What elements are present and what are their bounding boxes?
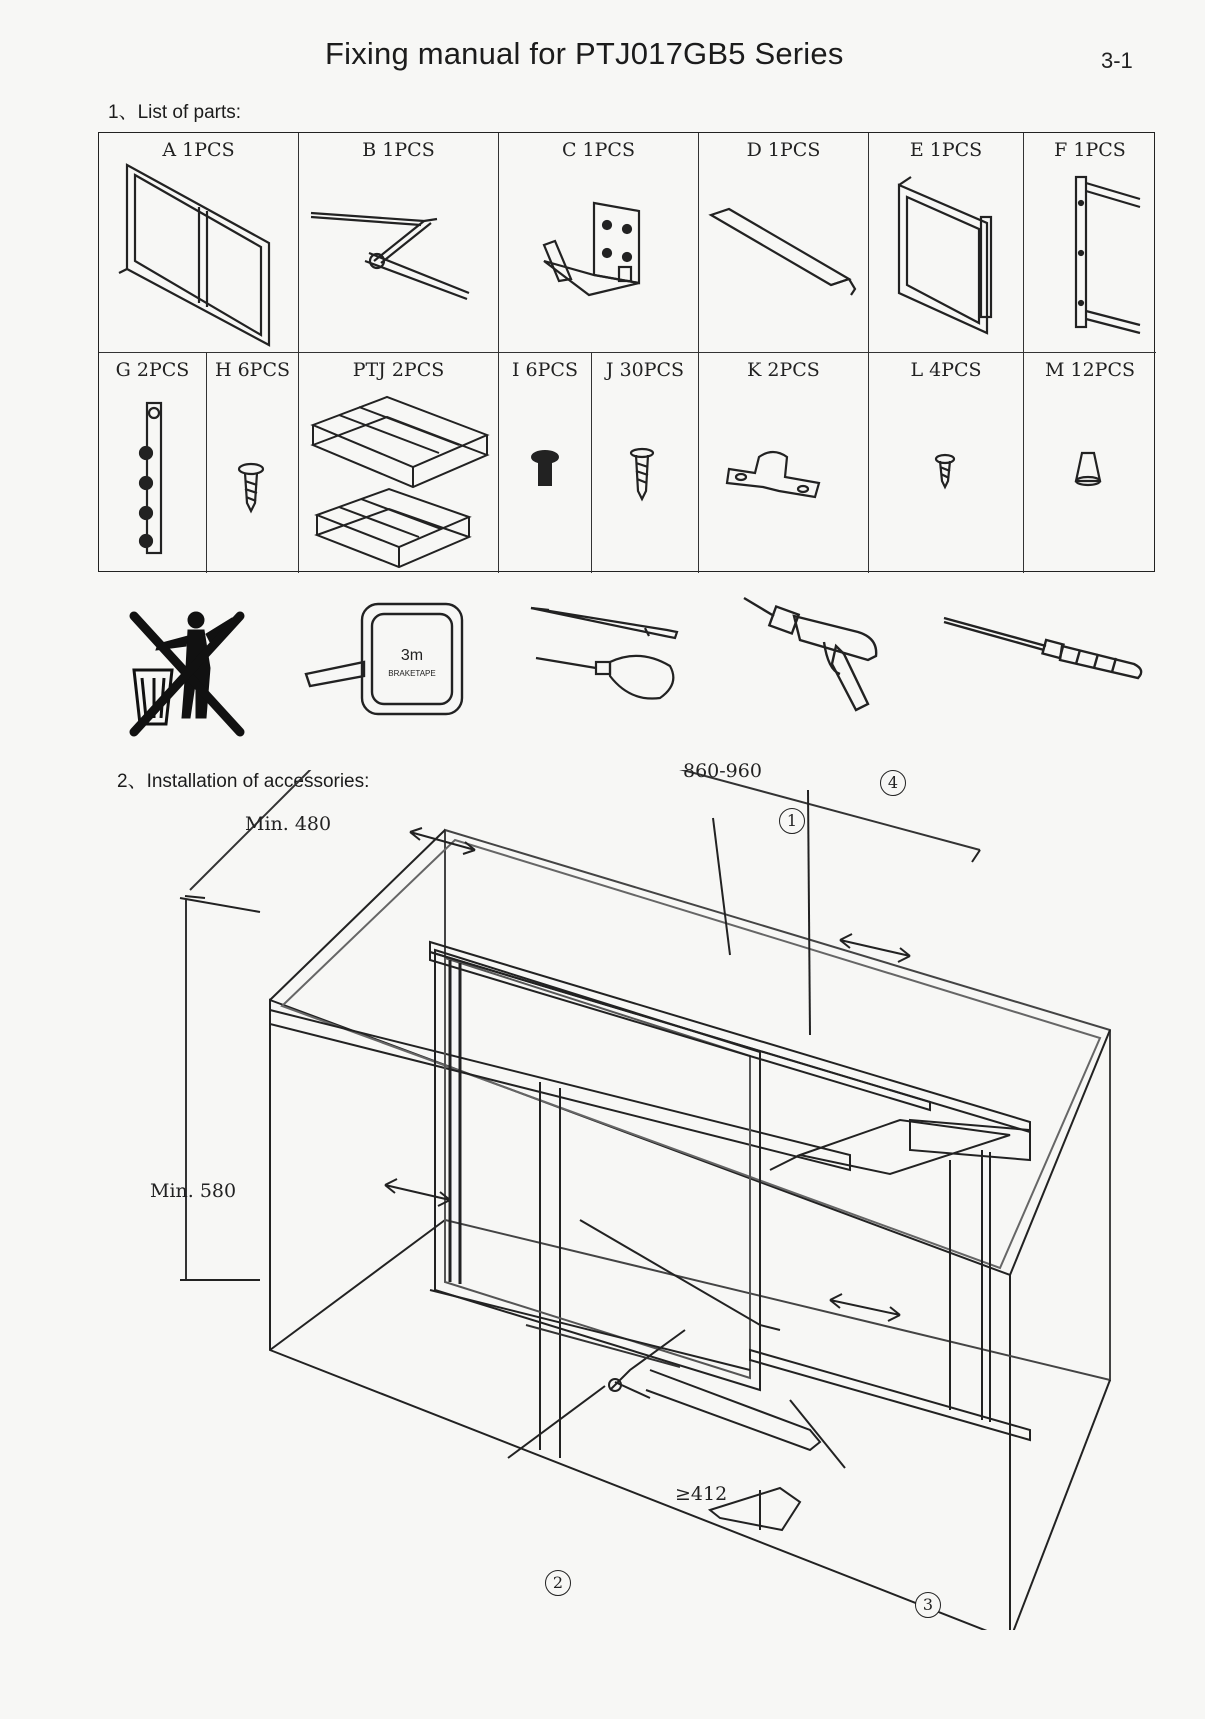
hinge-strip-icon xyxy=(99,353,207,573)
wood-screw-icon xyxy=(592,353,699,573)
pivot-bracket-icon xyxy=(499,133,699,353)
part-cell-c xyxy=(499,133,699,353)
tape-measure-icon xyxy=(300,598,470,718)
part-cell-m xyxy=(1024,353,1156,573)
swing-arm-icon xyxy=(299,133,499,353)
width-dimension: 860-960 xyxy=(683,760,762,782)
parts-table xyxy=(98,132,1155,572)
part-cell-d xyxy=(699,133,869,353)
depth-dimension: Min. 480 xyxy=(245,813,332,835)
height-dimension: Min. 580 xyxy=(150,1180,237,1202)
tools-row xyxy=(0,590,1205,740)
page-title: Fixing manual for PTJ017GB5 Series xyxy=(325,36,844,71)
page-number: 3-1 xyxy=(1101,48,1133,73)
screwdriver-icon xyxy=(940,612,1150,682)
callout-1: 1 xyxy=(779,808,805,834)
part-label-ptj: PTJ 2PCS xyxy=(352,359,445,381)
cabinet-drawing xyxy=(110,770,1140,1630)
callout-4: 4 xyxy=(880,770,906,796)
part-label-c: C 1PCS xyxy=(561,139,635,161)
bottom-dimension: ≥412 xyxy=(675,1483,728,1505)
part-cell-i xyxy=(499,353,592,573)
part-label-f: F 1PCS xyxy=(1054,139,1126,161)
part-label-j: J 30PCS xyxy=(605,359,685,381)
pencil-icon xyxy=(525,600,695,640)
part-label-d: D 1PCS xyxy=(746,139,821,161)
part-cell-b xyxy=(299,133,499,353)
part-cell-h xyxy=(207,353,299,573)
installation-diagram xyxy=(110,760,1140,1630)
power-drill-icon xyxy=(740,594,910,714)
part-cell-g xyxy=(99,353,207,573)
part-cell-a xyxy=(99,133,299,353)
callout-3: 3 xyxy=(915,1592,941,1618)
tape-brand-label: BRAKETAPE xyxy=(388,669,436,678)
part-label-b: B 1PCS xyxy=(362,139,435,161)
part-cell-e xyxy=(869,133,1024,353)
part-cell-l xyxy=(869,353,1024,573)
part-label-k: K 2PCS xyxy=(747,359,820,381)
part-cell-ptj xyxy=(299,353,499,573)
part-cell-j xyxy=(592,353,699,573)
tape-size-label: 3m xyxy=(400,647,424,664)
wire-basket-icon xyxy=(299,353,499,573)
screw-icon xyxy=(207,353,299,573)
guide-rail-icon xyxy=(699,133,869,353)
callout-2: 2 xyxy=(545,1570,571,1596)
side-frame-icon xyxy=(869,133,1024,353)
part-label-m: M 12PCS xyxy=(1044,359,1135,381)
part-label-e: E 1PCS xyxy=(909,139,983,161)
part-label-h: H 6PCS xyxy=(214,359,291,381)
part-cell-f xyxy=(1024,133,1156,353)
part-label-l: L 4PCS xyxy=(910,359,982,381)
section-installation: 2、Installation of accessories: xyxy=(117,771,370,792)
awl-icon xyxy=(530,640,700,710)
small-screw-icon xyxy=(869,353,1024,573)
c-frame-icon xyxy=(1024,133,1156,353)
bolt-icon xyxy=(499,353,592,573)
part-label-a: A 1PCS xyxy=(162,139,235,161)
pipe-clip-icon xyxy=(699,353,869,573)
frame-drawer-icon xyxy=(99,133,299,353)
part-label-g: G 2PCS xyxy=(115,359,190,381)
cap-plug-icon xyxy=(1024,353,1156,573)
no-litter-icon xyxy=(128,608,248,738)
part-cell-k xyxy=(699,353,869,573)
section-list-of-parts: 1、List of parts: xyxy=(108,102,242,123)
part-label-i: I 6PCS xyxy=(512,359,578,381)
